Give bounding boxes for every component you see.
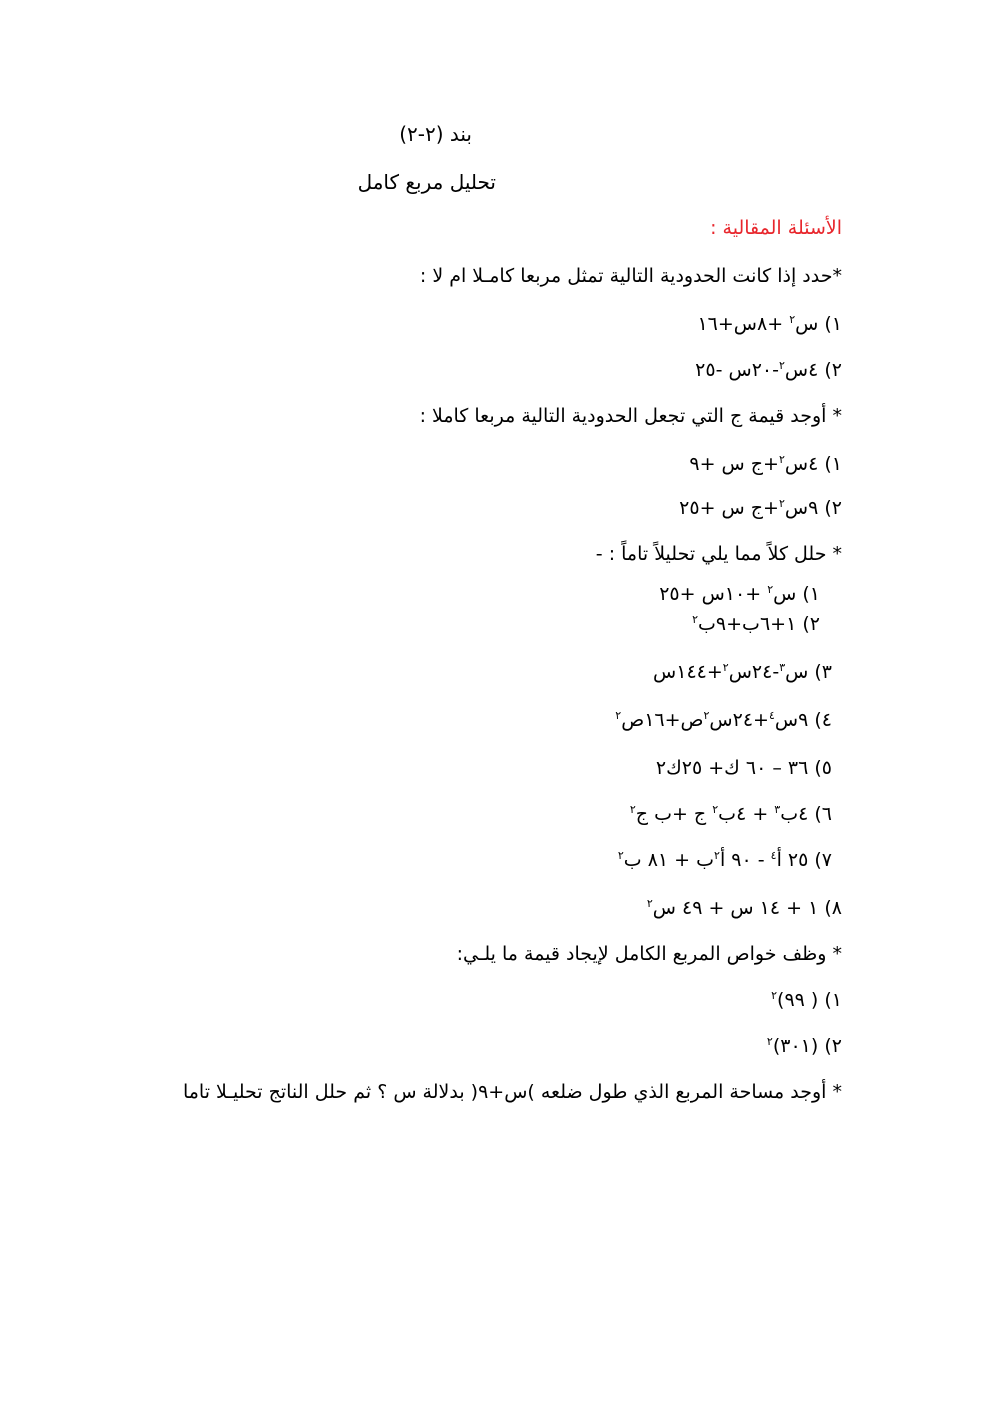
exponent: ٢: [771, 989, 778, 1002]
exponent: ٢: [789, 313, 796, 326]
term: ٢٥ أ: [776, 849, 809, 871]
exponent: ٣: [774, 803, 781, 816]
item-number: ٢): [824, 497, 842, 519]
item-number: ٢): [802, 613, 820, 635]
item-number: ٢): [824, 359, 842, 381]
exponent: ٢: [766, 1035, 773, 1048]
item-number: ٨): [824, 897, 842, 919]
term: ٤س: [784, 453, 819, 475]
exponent: ٢: [646, 897, 653, 910]
q1-item-1: [697, 310, 842, 338]
exponent: ٢: [712, 803, 719, 816]
exponent: ٢: [629, 803, 636, 816]
item-number: ٤): [814, 709, 832, 731]
term: س: [795, 313, 819, 335]
item-number: ١): [802, 583, 820, 605]
q4-item-1: [771, 986, 842, 1014]
item-number: ١): [824, 313, 842, 335]
term: +٢٤س: [709, 709, 769, 731]
q3-prompt: * حلل كلاً مما يلي تحليلاً تاماً : -: [595, 543, 842, 565]
term: ( ٩٩): [777, 989, 819, 1011]
term: -٢٠س -٢٥: [695, 359, 779, 381]
term: ٩س: [774, 709, 809, 731]
item-number: ٦): [814, 803, 832, 825]
q1-prompt: *حدد إذا كانت الحدودية التالية تمثل مربعا كامـلا ام لا :: [419, 265, 842, 287]
exponent: ٢: [767, 583, 774, 596]
q3-item-8: [647, 894, 842, 922]
item-number: ٢): [824, 1035, 842, 1057]
term: -٢٤س: [728, 661, 780, 683]
exponent: ٢: [778, 453, 785, 466]
item-number: ٥): [814, 757, 832, 779]
term: ب + ٨١ ب: [623, 849, 715, 871]
exponent: ٢: [778, 359, 785, 372]
term: (٣٠١): [772, 1035, 819, 1057]
term: ٣٦ – ٦٠ ك+ ٢٥ك٢: [655, 757, 809, 779]
term: ١ + ١٤ س + ٤٩ س: [652, 897, 819, 919]
item-number: ١): [824, 989, 842, 1011]
term: ٤ب: [780, 803, 809, 825]
exponent: ٤: [770, 849, 777, 862]
q4-item-2: [767, 1032, 842, 1060]
q1-item-2: [695, 356, 842, 384]
term: +ج س +٢٥: [679, 497, 779, 519]
term: +ج س +٩: [689, 453, 779, 475]
q3-item-4: [615, 706, 832, 734]
exponent: ٢: [722, 661, 729, 674]
term: س: [785, 661, 809, 683]
lesson-title: تحليل مربع كامل: [357, 170, 496, 194]
term: س: [773, 583, 797, 605]
q2-prompt: * أوجد قيمة ج التي تجعل الحدودية التالية مربعا كاملا :: [419, 405, 842, 427]
section-number: بند (٢-٢): [399, 122, 472, 146]
exponent: ٣: [779, 661, 786, 674]
q4-prompt: * وظف خواص المربع الكامل لإيجاد قيمة ما يلـي:: [456, 943, 842, 965]
term: ج +ب ج: [635, 803, 713, 825]
term: - ٩٠ أ: [719, 849, 771, 871]
term: ٤س: [784, 359, 819, 381]
exponent: ٢: [703, 709, 710, 722]
term: ٩س: [784, 497, 819, 519]
q3-item-2: [692, 610, 820, 638]
term: + ٤ب: [718, 803, 775, 825]
exponent: ٢: [714, 849, 720, 862]
q2-item-1: [689, 450, 842, 478]
q3-item-6: [630, 800, 832, 828]
item-number: ٧): [814, 849, 832, 871]
q5-prompt: * أوجد مساحة المربع الذي طول ضلعه )س+٩( بدلالة س ؟ ثم حلل الناتج تحليـلا تاما: [182, 1081, 842, 1103]
term: +١٠س +٢٥: [659, 583, 768, 605]
exponent: ٢: [617, 849, 624, 862]
term: ص+١٦ص: [621, 709, 704, 731]
q3-item-1: [659, 580, 820, 608]
q3-item-5: [656, 754, 832, 782]
item-number: ١): [824, 453, 842, 475]
exponent: ٢: [692, 613, 699, 626]
exponent: ٢: [778, 497, 785, 510]
term: ١+٦ب+٩ب: [698, 613, 797, 635]
q2-item-2: [679, 494, 842, 522]
q3-item-3: [653, 658, 832, 686]
q3-item-7: [618, 846, 832, 874]
term: +١٤٤س: [653, 661, 723, 683]
item-number: ٣): [814, 661, 832, 683]
exponent: ٢: [615, 709, 622, 722]
essay-questions-label: الأسئلة المقالية :: [710, 217, 842, 239]
term: +٨س+١٦: [697, 313, 790, 335]
exponent: ٤: [768, 709, 775, 722]
